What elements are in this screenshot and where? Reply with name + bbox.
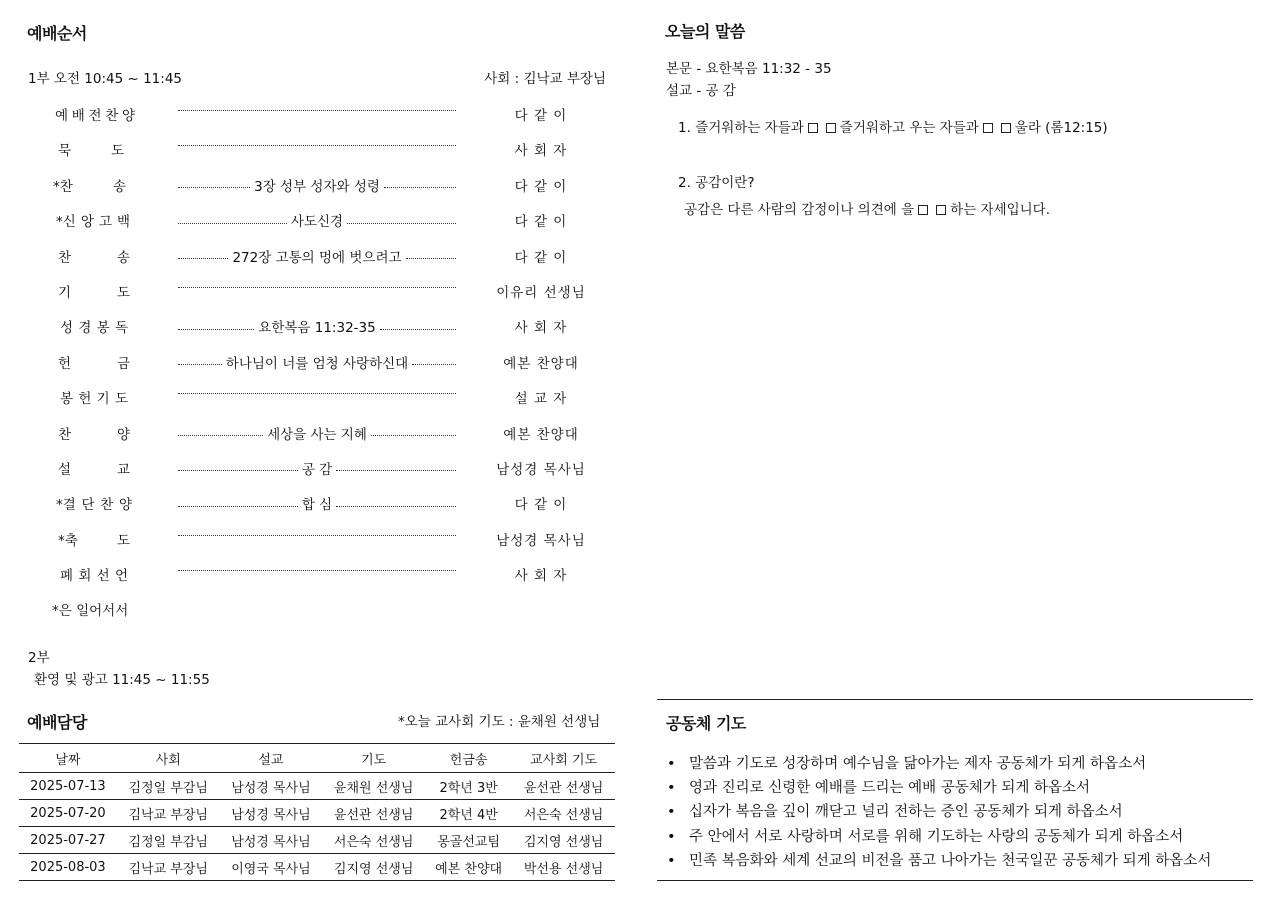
question-1: 1. 즐거워하는 자들과 즐거워하고 우는 자들과 울라 (롬12:15)	[678, 120, 1108, 136]
session-time: 1부 오전 10:45 ~ 11:45	[28, 71, 182, 87]
order-item-detail: 272장 고통의 멍에 벗으려고	[178, 246, 456, 266]
prayer-list	[667, 752, 1211, 873]
part2-item: 환영 및 광고 11:45 ~ 11:55	[34, 672, 210, 688]
order-row	[0, 414, 620, 449]
list-item: • 주 안에서 서로 사랑하며 서로를 위해 기도하는 사랑의 공동체가 되게 하옵소서	[667, 828, 1184, 845]
standing-note: *은 일어서서	[52, 603, 129, 619]
order-item-leader: 남성경 목사님	[496, 461, 586, 478]
table-header-row	[19, 744, 615, 773]
order-item-detail: 하나님이 너를 엄청 사랑하신대	[178, 352, 456, 372]
col-date: 날짜	[55, 752, 81, 768]
col-offering-song: 헌금송	[449, 752, 488, 768]
list-item: • 민족 복음화와 세계 선교의 비전을 품고 나아가는 천국일꾼 공동체가 되게 하옵소서	[667, 852, 1212, 869]
order-item-leader: 예본 찬양대	[503, 426, 579, 443]
order-item-leader: 사 회 자	[514, 568, 568, 585]
cell: 남성경 목사님	[231, 780, 311, 796]
blank-box	[983, 123, 993, 133]
order-row	[0, 449, 620, 484]
order-item-name: 성 경 봉 독	[60, 320, 128, 337]
order-item-name: 봉 헌 기 도	[60, 391, 128, 408]
list-item: • 영과 진리로 신령한 예배를 드리는 예배 공동체가 되게 하옵소서	[667, 780, 1091, 797]
col-prayer: 기도	[361, 752, 387, 768]
list-item: • 말씀과 기도로 성장하며 예수님을 닮아가는 제자 공동체가 되게 하옵소서	[667, 756, 1147, 772]
order-item-leader: 다 같 이	[514, 249, 568, 266]
blank-box	[1001, 123, 1011, 133]
order-item-detail	[178, 139, 456, 146]
order-item-leader: 다 같 이	[514, 108, 568, 124]
order-row	[0, 307, 620, 342]
order-item-detail: 요한복음 11:32-35	[178, 316, 456, 336]
cell: 윤선관 선생님	[523, 780, 604, 796]
table-row	[19, 800, 615, 827]
community-prayer-box	[657, 699, 1253, 881]
order-item-leader: 설 교 자	[514, 391, 568, 408]
order-item-detail	[178, 281, 456, 288]
cell: 2025-07-13	[30, 778, 106, 794]
word-title: 오늘의 말씀	[665, 22, 745, 41]
part2-label: 2부	[28, 650, 50, 666]
blank-box	[808, 123, 818, 133]
order-item-leader: 다 같 이	[514, 497, 568, 514]
order-item-name: *신 앙 고 백	[56, 214, 130, 231]
order-row	[0, 130, 620, 165]
cell: 2025-07-27	[30, 832, 106, 848]
presider: 사회 : 김낙교 부장님	[484, 71, 606, 87]
order-row	[0, 343, 620, 378]
table-row	[19, 773, 615, 800]
cell: 예본 찬양대	[435, 861, 503, 877]
cell: 2025-07-20	[30, 805, 106, 821]
order-item-leader: 다 같 이	[514, 214, 568, 231]
cell: 2학년 4반	[439, 807, 498, 823]
order-item-name: 찬 송	[58, 249, 130, 266]
order-item-detail: 공 감	[178, 458, 456, 478]
prayer-title: 공동체 기도	[666, 714, 746, 733]
list-item: • 십자가 복음을 깊이 깨닫고 널리 전하는 증인 공동체가 되게 하옵소서	[667, 804, 1123, 821]
col-presider: 사회	[155, 752, 181, 768]
order-item-name: 헌 금	[58, 355, 130, 372]
scripture-passage	[666, 58, 832, 102]
cell: 박선용 선생님	[523, 861, 604, 877]
cell: 서은숙 선생님	[333, 834, 414, 850]
order-row	[0, 166, 620, 201]
col-teacher-prayer: 교사회 기도	[530, 752, 598, 768]
cell: 남성경 목사님	[231, 834, 311, 850]
blank-box	[826, 123, 836, 133]
cell: 서은숙 선생님	[523, 807, 604, 823]
order-item-name: 기 도	[58, 284, 130, 301]
order-item-detail: 사도신경	[178, 210, 456, 230]
order-item-detail: 3장 성부 성자와 성령	[178, 175, 456, 195]
cell: 김낙교 부장님	[128, 861, 208, 877]
order-row	[0, 378, 620, 413]
cell: 2학년 3반	[439, 780, 498, 796]
col-sermon: 설교	[258, 752, 284, 768]
order-item-name: *찬 송	[53, 178, 126, 195]
cell: 김낙교 부장님	[128, 807, 208, 823]
question-2-answer: 공감은 다른 사람의 감정이나 의견에 을 하는 자세입니다.	[684, 202, 1050, 218]
cell: 남성경 목사님	[231, 807, 311, 823]
order-list	[0, 95, 620, 590]
order-item-leader: 예본 찬양대	[503, 355, 579, 372]
order-item-detail	[178, 387, 456, 394]
order-row	[0, 272, 620, 307]
order-item-detail	[178, 564, 456, 571]
cell: 김정일 부감님	[128, 780, 208, 796]
cell: 윤선관 선생님	[333, 807, 414, 823]
sermon-title: 설교 - 공 감	[666, 83, 736, 99]
order-item-name: 예 배 전 찬 양	[55, 108, 135, 124]
session-line	[28, 67, 606, 87]
passage-text: 본문 - 요한복음 11:32 - 35	[666, 61, 832, 77]
order-row	[0, 520, 620, 555]
order-item-leader: 다 같 이	[514, 178, 568, 195]
cell: 몽골선교팀	[437, 834, 501, 850]
order-row	[0, 201, 620, 236]
order-item-name: *결 단 찬 양	[56, 497, 132, 514]
order-row	[0, 95, 620, 130]
order-item-name: 설 교	[58, 461, 130, 478]
order-row	[0, 484, 620, 519]
order-item-leader: 이유리 선생님	[496, 284, 586, 301]
order-item-detail: 합 심	[178, 493, 456, 513]
cell: 김지영 선생님	[523, 834, 604, 850]
order-item-leader: 남성경 목사님	[496, 532, 586, 549]
cell: 김정일 부감님	[128, 834, 208, 850]
order-item-detail	[178, 104, 456, 111]
order-item-name: 찬 양	[58, 426, 130, 443]
blank-box	[918, 205, 928, 215]
duty-title: 예배담당	[27, 713, 87, 732]
order-item-leader: 사 회 자	[514, 320, 568, 337]
order-row	[0, 237, 620, 272]
order-title: 예배순서	[27, 24, 87, 43]
order-item-name: *축 도	[58, 532, 130, 549]
blank-box	[936, 205, 946, 215]
table-row	[19, 827, 615, 854]
question-2: 2. 공감이란?	[678, 175, 755, 191]
order-item-leader: 사 회 자	[514, 143, 568, 160]
order-item-name: 묵 도	[58, 143, 124, 160]
duty-table	[19, 743, 615, 881]
order-item-detail	[178, 529, 456, 536]
teacher-prayer: *오늘 교사회 기도 : 윤채원 선생님	[398, 714, 601, 730]
cell: 이영국 목사님	[231, 861, 311, 877]
order-item-detail: 세상을 사는 지혜	[178, 423, 456, 443]
cell: 윤채원 선생님	[333, 780, 414, 796]
order-row	[0, 555, 620, 590]
cell: 김지영 선생님	[333, 861, 414, 877]
order-item-name: 폐 회 선 언	[60, 568, 128, 585]
cell: 2025-08-03	[30, 859, 106, 875]
table-row	[19, 854, 615, 881]
